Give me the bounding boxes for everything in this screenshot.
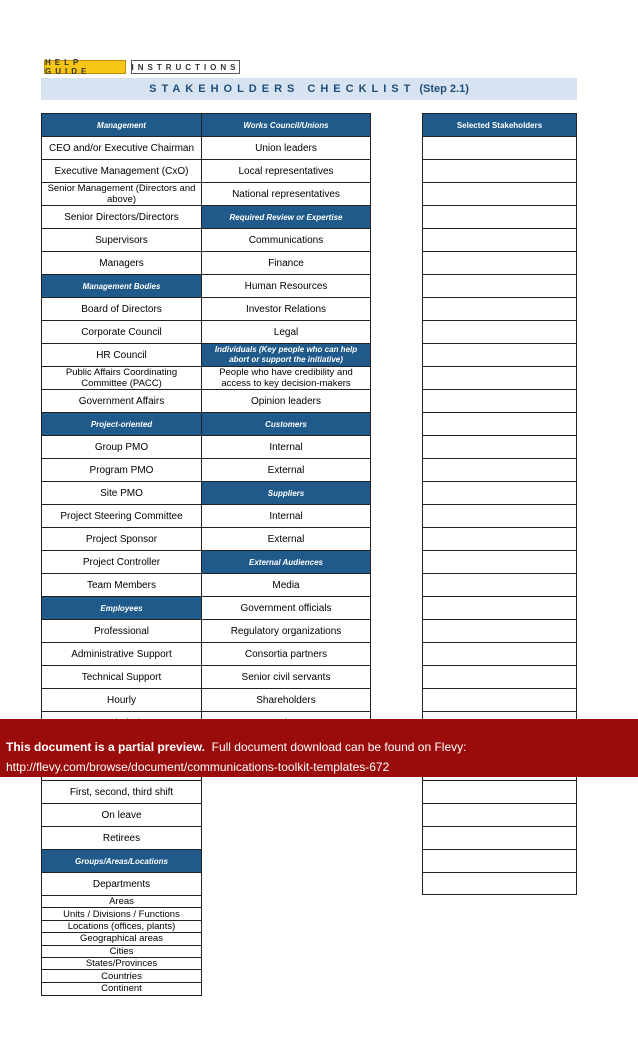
col1-cell: Corporate Council: [42, 321, 201, 344]
selected-stakeholder-input-cell[interactable]: [423, 505, 576, 528]
works-council-column: [202, 113, 371, 734]
selected-stakeholder-input-cell[interactable]: [423, 298, 576, 321]
selected-stakeholder-input-cell[interactable]: [423, 850, 576, 873]
selected-stakeholder-input-cell[interactable]: [423, 183, 576, 206]
col2-section-header: Individuals (Key people who can help abort or support the initiative): [202, 344, 370, 367]
col1-cell: Senior Directors/Directors: [42, 206, 201, 229]
selected-stakeholder-input-cell[interactable]: [423, 528, 576, 551]
col1-location-cell: Locations (offices, plants): [42, 921, 201, 933]
selected-stakeholder-input-cell[interactable]: [423, 321, 576, 344]
col1-cell: Team Members: [42, 574, 201, 597]
col2-cell: Communications: [202, 229, 370, 252]
selected-stakeholder-input-cell[interactable]: [423, 781, 576, 804]
col2-cell: Internal: [202, 505, 370, 528]
col1-cell: Project Steering Committee: [42, 505, 201, 528]
preview-banner: [0, 719, 638, 777]
col1-location-cell: Cities: [42, 946, 201, 958]
col2-cell: Internal: [202, 436, 370, 459]
col1-cell: Executive Management (CxO): [42, 160, 201, 183]
col1-cell: HR Council: [42, 344, 201, 367]
col2-section-header: Suppliers: [202, 482, 370, 505]
selected-stakeholder-input-cell[interactable]: [423, 873, 576, 896]
col2-cell: Investor Relations: [202, 298, 370, 321]
col1-location-cell: Countries: [42, 970, 201, 982]
col2-cell: National representatives: [202, 183, 370, 206]
selected-stakeholder-input-cell[interactable]: [423, 482, 576, 505]
col1-cell: CEO and/or Executive Chairman: [42, 137, 201, 160]
help-guide-button[interactable]: HELP GUIDE: [44, 60, 126, 74]
selected-stakeholder-input-cell[interactable]: [423, 459, 576, 482]
col2-cell: Legal: [202, 321, 370, 344]
col1-cell: Departments: [42, 873, 201, 896]
col1-cell: Project Sponsor: [42, 528, 201, 551]
col1-section-header: Management Bodies: [42, 275, 201, 298]
selected-stakeholder-input-cell[interactable]: [423, 367, 576, 390]
col1-location-cell: Units / Divisions / Functions: [42, 908, 201, 920]
col1-cell: First, second, third shift: [42, 781, 201, 804]
col2-section-header: Customers: [202, 413, 370, 436]
col1-section-header: Groups/Areas/Locations: [42, 850, 201, 873]
selected-stakeholder-input-cell[interactable]: [423, 137, 576, 160]
col2-cell: Government officials: [202, 597, 370, 620]
col1-cell: Retirees: [42, 827, 201, 850]
col1-cell: Senior Management (Directors and above): [42, 183, 201, 206]
col1-location-cell: Areas: [42, 896, 201, 908]
management-column: [41, 113, 202, 996]
col1-cell: Administrative Support: [42, 643, 201, 666]
col1-section-header: Management: [42, 114, 201, 137]
selected-stakeholder-input-cell[interactable]: [423, 597, 576, 620]
selected-stakeholder-input-cell[interactable]: [423, 275, 576, 298]
col1-cell: Site PMO: [42, 482, 201, 505]
col2-section-header: Required Review or Expertise: [202, 206, 370, 229]
col2-cell: Human Resources: [202, 275, 370, 298]
col2-cell: Shareholders: [202, 689, 370, 712]
col1-cell: Program PMO: [42, 459, 201, 482]
selected-stakeholder-input-cell[interactable]: [423, 620, 576, 643]
col1-cell: Technical Support: [42, 666, 201, 689]
selected-stakeholder-input-cell[interactable]: [423, 160, 576, 183]
col1-location-cell: Continent: [101, 983, 142, 995]
col1-cell: Supervisors: [42, 229, 201, 252]
col2-cell: External: [202, 459, 370, 482]
selected-stakeholder-input-cell[interactable]: [423, 804, 576, 827]
col1-location-cell: States/Provinces: [42, 958, 201, 970]
preview-notice: This document is a partial preview.: [6, 740, 205, 754]
selected-stakeholder-input-cell[interactable]: [423, 643, 576, 666]
selected-stakeholder-input-cell[interactable]: [423, 689, 576, 712]
selected-stakeholder-input-cell[interactable]: [423, 551, 576, 574]
col2-cell: Union leaders: [202, 137, 370, 160]
selected-stakeholders-column: [422, 113, 577, 895]
col2-cell: Opinion leaders: [202, 390, 370, 413]
col1-cell: Professional: [42, 620, 201, 643]
col1-cell: Project Controller: [42, 551, 201, 574]
col2-cell: Local representatives: [202, 160, 370, 183]
selected-stakeholder-input-cell[interactable]: [423, 413, 576, 436]
selected-stakeholder-input-cell[interactable]: [423, 574, 576, 597]
selected-stakeholder-input-cell[interactable]: [423, 436, 576, 459]
col1-cell: Board of Directors: [42, 298, 201, 321]
title-main: STAKEHOLDERS CHECKLIST: [149, 83, 416, 95]
title-step: (Step 2.1): [419, 83, 469, 95]
col1-cell: Group PMO: [42, 436, 201, 459]
selected-stakeholder-input-cell[interactable]: [423, 666, 576, 689]
col1-cell: Government Affairs: [42, 390, 201, 413]
col1-section-header: Employees: [42, 597, 201, 620]
selected-stakeholder-input-cell[interactable]: [423, 229, 576, 252]
col2-cell: Consortia partners: [202, 643, 370, 666]
selected-stakeholder-input-cell[interactable]: [423, 390, 576, 413]
col1-section-header: Project-oriented: [42, 413, 201, 436]
col2-section-header: Works Council/Unions: [202, 114, 370, 137]
instructions-button[interactable]: INSTRUCTIONS: [131, 60, 240, 74]
col2-cell: External: [202, 528, 370, 551]
col1-cell: Public Affairs Coordinating Committee (PACC): [42, 367, 201, 390]
preview-download-text: Full document download can be found on Flevy:: [211, 740, 467, 754]
page-title: [41, 78, 577, 100]
selected-stakeholder-input-cell[interactable]: [423, 344, 576, 367]
col2-cell: People who have credibility and access to key decision-makers: [202, 367, 370, 390]
selected-stakeholder-input-cell[interactable]: [423, 827, 576, 850]
col1-location-cell: Geographical areas: [42, 933, 201, 945]
preview-link[interactable]: http://flevy.com/browse/document/communications-toolkit-templates-672: [6, 760, 390, 774]
selected-stakeholder-input-cell[interactable]: [423, 206, 576, 229]
selected-stakeholders-header: Selected Stakeholders: [423, 114, 576, 137]
col2-cell: Senior civil servants: [202, 666, 370, 689]
col2-cell: Media: [202, 574, 370, 597]
col2-cell: Finance: [202, 252, 370, 275]
col2-cell: Regulatory organizations: [202, 620, 370, 643]
col1-cell: Hourly: [42, 689, 201, 712]
col2-section-header: External Audiences: [202, 551, 370, 574]
col1-cell: Managers: [42, 252, 201, 275]
selected-stakeholder-input-cell[interactable]: [423, 252, 576, 275]
col1-cell: On leave: [42, 804, 201, 827]
